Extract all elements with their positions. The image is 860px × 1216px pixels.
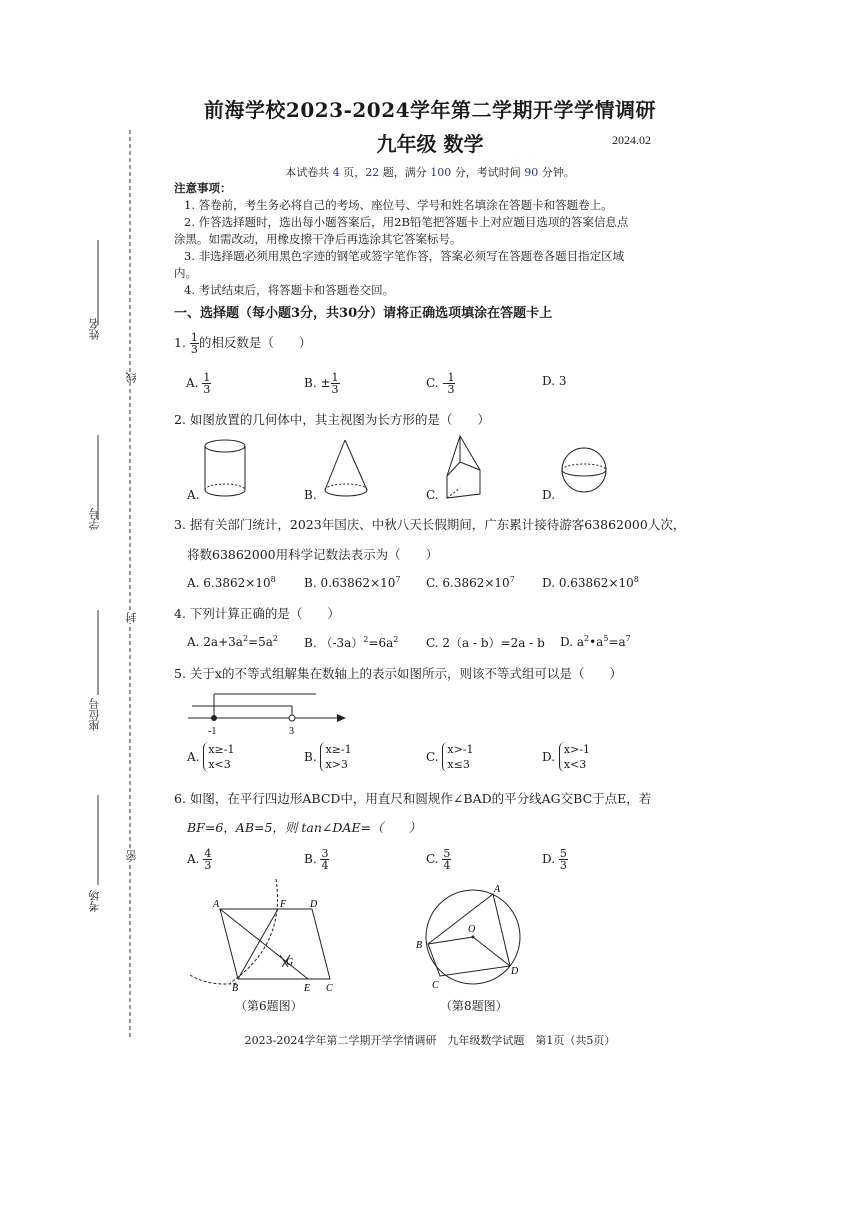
fig6-label-b: B xyxy=(232,983,239,994)
q2-option-d[interactable]: D. xyxy=(542,488,556,502)
fig6-label-g: G xyxy=(286,957,294,968)
q6-option-c[interactable]: C. $\frac{5}{4}$ xyxy=(426,847,451,872)
page-footer: 2023-2024学年第二学期开学学情调研 九年级数学试题 第1页（共5页） xyxy=(244,1034,616,1047)
fig8-label-d: D xyxy=(511,966,519,977)
section-heading: 一、选择题（每小题3分，共30分）请将正确选项填涂在答题卡上 xyxy=(174,306,553,321)
note-item-3b: 内。 xyxy=(174,266,197,280)
secret-mark: 密 xyxy=(125,850,138,861)
notes-heading: 注意事项： xyxy=(174,181,232,195)
tick-3: 3 xyxy=(289,726,294,737)
fig6-label-c: C xyxy=(326,983,333,994)
q1-option-b[interactable]: B. ± $\frac{1}{3}$ xyxy=(304,371,339,396)
note-item-4: 4. 考试结束后，将答题卡和答题卷交回。 xyxy=(184,283,395,297)
fig8-label-a: A xyxy=(494,884,501,895)
fig8-label-c: C xyxy=(432,980,439,991)
q5-option-b[interactable]: B. x≥-1 x>3 xyxy=(304,743,352,771)
q2-option-b[interactable]: B. xyxy=(304,488,317,502)
fig8-caption: （第8题图） xyxy=(440,999,508,1013)
question-5: 5. 关于x的不等式组解集在数轴上的表示如图所示，则该不等式组可以是（ ） xyxy=(174,666,622,681)
question-3-line1: 3. 据有关部门统计，2023年国庆、中秋八天长假期间，广东累计接待游客63862000人次， xyxy=(174,517,686,532)
notes-block xyxy=(174,180,654,299)
q1-option-d[interactable]: D. 3 xyxy=(542,374,567,388)
q4-option-d[interactable]: D. $a^2•a^5=a^7$ xyxy=(560,634,631,649)
note-item-2a: 2. 作答选择题时，选出每小题答案后，用2B铅笔把答题卡上对应题目选项的答案信息点 xyxy=(184,215,629,229)
question-2: 2. 如图放置的几何体中，其主视图为长方形的是（ ） xyxy=(174,412,490,427)
q3-option-b[interactable]: B. $0.63862\times 10^7$ xyxy=(304,575,401,590)
number-line xyxy=(186,688,356,738)
question-1: 1. $\frac{1}{3}$ 的相反数是（ ） xyxy=(174,331,312,356)
fig6-label-e: E xyxy=(304,983,311,994)
question-6-line1: 6. 如图，在平行四边形ABCD中，用直尺和圆规作∠BAD的平分线AG交BC于点E，若 xyxy=(174,791,652,806)
q5-option-c[interactable]: C. x>-1 x≤3 xyxy=(426,743,474,771)
note-item-1: 1. 答卷前，考生务必将自己的考场、座位号、学号和姓名填涂在答题卡和答题卷上。 xyxy=(184,198,613,212)
q2-option-a[interactable]: A. xyxy=(187,488,200,502)
cylinder-figure xyxy=(205,440,245,496)
exam-info: 本试卷共 4 页，22 题，满分 100 分，考试时间 90 分钟。 xyxy=(285,166,575,179)
note-item-3a: 3. 非选择题必须用黑色字迹的钢笔或签字笔作答，答案必须写在答题卷各题目指定区域 xyxy=(184,249,625,263)
fig6-label-d: D xyxy=(310,899,318,910)
exam-subtitle: 九年级 数学 xyxy=(376,132,484,156)
fig6-label-f: F xyxy=(280,899,287,910)
question-6-line2: BF=6，AB=5，则 tan∠DAE=（ ） xyxy=(187,820,422,835)
sphere-figure xyxy=(562,448,606,492)
name-label: 姓名 xyxy=(88,318,101,340)
q4-option-a[interactable]: A. $2a+3a^2=5a^2$ xyxy=(187,634,278,649)
note-item-2b: 涂黑。如需改动，用橡皮擦干净后再选涂其它答案标号。 xyxy=(174,232,462,246)
q1-option-a[interactable]: A. $\frac{1}{3}$ xyxy=(186,371,211,396)
q3-option-d[interactable]: D. $0.63862\times 10^8$ xyxy=(542,575,639,590)
exam-title: 前海学校2023-2024学年第二学期开学学情调研 xyxy=(203,98,657,122)
q3-option-a[interactable]: A. $6.3862\times 10^8$ xyxy=(187,575,276,590)
seal-mark: 封 xyxy=(125,612,138,623)
q6-option-a[interactable]: A. $\frac{4}{3}$ xyxy=(187,847,212,872)
q6-option-d[interactable]: D. $\frac{5}{3}$ xyxy=(542,847,567,872)
q4-option-c[interactable]: C. 2（a - b）=2a - b xyxy=(426,636,545,650)
fig6-caption: （第6题图） xyxy=(235,999,303,1013)
q3-option-c[interactable]: C. $6.3862\times 10^7$ xyxy=(426,575,515,590)
q4-option-b[interactable]: B. $(-3a)^2=6a^2$ xyxy=(304,635,399,650)
question-3-line2: 将数63862000用科学记数法表示为（ ） xyxy=(187,547,439,562)
q5-option-d[interactable]: D. x>-1 x<3 xyxy=(542,743,590,771)
seat-label: 座位号 xyxy=(88,698,101,731)
fig8-label-o: O xyxy=(468,924,476,935)
student-id-label: 学号 xyxy=(88,508,101,530)
q5-option-a[interactable]: A. x≥-1 x<3 xyxy=(187,743,235,771)
room-label: 考场 xyxy=(88,890,101,912)
tick-neg1: -1 xyxy=(208,726,217,737)
exam-date: 2024.02 xyxy=(612,133,651,147)
line-mark: 线 xyxy=(125,372,138,383)
fig6-label-a: A xyxy=(213,899,220,910)
figure-6 xyxy=(180,875,365,1000)
question-4: 4. 下列计算正确的是（ ） xyxy=(174,606,340,621)
q2-option-c[interactable]: C. xyxy=(426,488,439,502)
prism-figure xyxy=(447,436,480,498)
q1-fraction: $\frac{1}{3}$ xyxy=(190,331,198,356)
q6-option-b[interactable]: B. $\frac{3}{4}$ xyxy=(304,847,329,872)
cone-figure xyxy=(325,440,367,496)
figure-8 xyxy=(410,880,530,995)
q1-option-c[interactable]: C. - $\frac{1}{3}$ xyxy=(426,371,455,396)
fig8-label-b: B xyxy=(416,940,423,951)
